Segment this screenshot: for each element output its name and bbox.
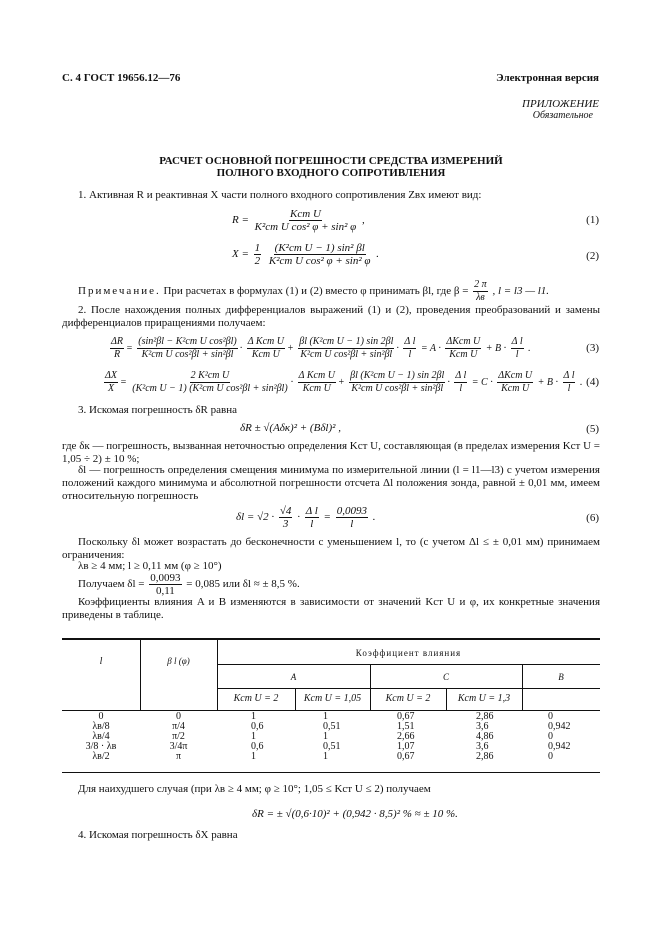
paragraph-3: 3. Искомая погрешность δR равна <box>78 404 237 416</box>
paragraph-1: 1. Активная R и реактивная X части полного входного сопротивления Zвх имеют вид: <box>78 189 482 201</box>
table-col-beta: 0 π/4 π/2 3/4π π <box>169 711 188 762</box>
equation-7: δR = ± √(0,6·10)² + (0,942 · 8,5)² % ≈ ± 10 %. <box>252 808 458 820</box>
equation-4: $\frac{\Delta X}{X}$ = $\frac{\text{2 K²ст U}}{\text{(K²ст U − 1) (K²ст U cos²βl + sin²βl)}}$ · $\frac{\text{Δ Kст U}}{\text{Kст U}}$ + $\frac{\text{βl (K²ст U − 1) sin 2βl}}{\text{K²ст U cos²βl + sin²βl}}$ · $\frac{\text{Δ l}}{l}$ = C · $\frac{\text{ΔKст U}}{\text{Kст U}}$ + B · $\frac{\text{Δ l}}{l}$ . <box>105 370 583 394</box>
title-line2: ПОЛНОГО ВХОДНОГО СОПРОТИВЛЕНИЯ <box>216 167 446 179</box>
table-header-beta: β l (φ) <box>167 656 190 666</box>
table-header-a: A <box>290 672 297 682</box>
table-col-b: 0 0,942 0 0,942 0 <box>548 711 571 762</box>
equation-4-number: (4) <box>586 376 599 388</box>
paragraph-9: 4. Искомая погрешность δX равна <box>78 829 238 841</box>
paragraph-4: где δк — погрешность, вызванная неточностью определения Kст U, составляющая (в пределах измерения Kст U = 1,05 ÷ 2) ± 10 %; <box>62 440 600 465</box>
appendix-label: ПРИЛОЖЕНИЕ <box>522 98 599 110</box>
equation-6: δl = √2 · $\frac{√4}{3}$ · $\frac{\text{Δ l}}{l}$ = $\frac{0,0093}{l}$ . <box>236 505 376 530</box>
equation-2-number: (2) <box>586 250 599 262</box>
appendix-status: Обязательное <box>532 110 593 121</box>
equation-1: R = $\frac{\text{Kст U}}{\text{K²ст U cos² φ + sin² φ}}$ , <box>232 208 365 233</box>
table-sub-c2: Kст U = 1,3 <box>457 693 511 704</box>
note-text: При расчетах в формулах (1) и (2) вместо φ принимать βl, где β = <box>163 285 469 298</box>
table-col-a1: 1 0,6 1 0,6 1 <box>251 711 264 762</box>
paragraph-5: δl — погрешность определения смещения минимума по измерительной линии (l = l1—l3) с учетом измерения положений каждого минимума и абсолютной погрешности отсчета Δl положения зонда, равной ± 0,01 мм, имеем относительную погрешность <box>62 464 600 502</box>
note-tail: , l = l3 — l1. <box>492 285 550 298</box>
equation-3-number: (3) <box>586 342 599 354</box>
equation-5-number: (5) <box>586 423 599 435</box>
note: Примечание. При расчетах в формулах (1) и (2) вместо φ принимать βl, где β = $\frac{2 \pi}{\lambda в}$ , l = l3 — l1. <box>78 279 550 303</box>
table-col-c1: 0,67 1,51 2,66 1,07 0,67 <box>397 711 415 762</box>
table-sub-a2: Kст U = 1,05 <box>303 693 362 704</box>
table-header-b: B <box>558 672 564 682</box>
equation-3: $\frac{\Delta R}{R}$ = $\frac{\text{(sin²βl − K²ст U cos²βl)}}{\text{K²ст U cos²βl + sin²βl}}$ · $\frac{\text{Δ Kст U}}{\text{Kст U}}$ + $\frac{\text{βl (K²ст U − 1) sin 2βl}}{\text{K²ст U cos²βl + sin²βl}}$ · $\frac{\text{Δ l}}{l}$ = A · $\frac{\text{ΔKст U}}{\text{Kст U}}$ + B · $\frac{\text{Δ l}}{l}$ . <box>111 336 531 360</box>
header-left: С. 4 ГОСТ 19656.12—76 <box>62 72 181 84</box>
table-header-l: l <box>99 656 103 667</box>
paragraph-8: Для наихудшего случая (при λв ≥ 4 мм; φ ≥ 10°; 1,05 ≤ Kст U ≤ 2) получаем <box>78 783 431 795</box>
table-col-a2: 1 0,51 1 0,51 1 <box>323 711 341 762</box>
equation-2: X = $\frac{1}{2}$ $\frac{\text{(K²ст U − 1) sin² βl}}{\text{K²ст U cos² φ + sin² φ}}$ . <box>232 242 380 267</box>
table-col-c2: 2,86 3,6 4,86 3,6 2,86 <box>476 711 494 762</box>
table-header-coefficient: Коэффициент влияния <box>355 648 462 658</box>
note-label: Примечание. <box>78 285 161 298</box>
title-line1: РАСЧЕТ ОСНОВНОЙ ПОГРЕШНОСТИ СРЕДСТВА ИЗМЕРЕНИЙ <box>159 155 503 167</box>
equation-5: δR ± √(Aδк)² + (Bδl)² , <box>240 422 341 434</box>
table-col-l: 0 λв/8 λв/4 3/8 · λв λв/2 <box>85 711 117 762</box>
equation-1-number: (1) <box>586 214 599 226</box>
header-right: Электронная версия <box>496 72 599 84</box>
paragraph-6: Поскольку δl может возрастать до бесконечности с уменьшением l, то (с учетом Δl ≤ ± 0,01 мм) принимаем ограничения: <box>62 536 600 561</box>
table-header-c: C <box>442 672 449 682</box>
table-sub-a1: Kст U = 2 <box>233 693 279 704</box>
paragraph-7: Коэффициенты влияния A и B изменяются в зависимости от значений Kст U и φ, их конкретные значения приведены в таблице. <box>62 596 600 621</box>
equation-6-number: (6) <box>586 512 599 524</box>
paragraph-2: 2. После нахождения полных дифференциалов выражений (1) и (2), проведения преобразований и замены дифференциалов приращениями получаем: <box>62 304 600 329</box>
limits: λв ≥ 4 мм; l ≥ 0,11 мм (φ ≥ 10°) <box>78 560 222 572</box>
table-sub-c1: Kст U = 2 <box>385 693 431 704</box>
result: Получаем δl = $\frac{0,0093}{0,11}$ = 0,085 или δl ≈ ± 8,5 %. <box>78 572 300 597</box>
